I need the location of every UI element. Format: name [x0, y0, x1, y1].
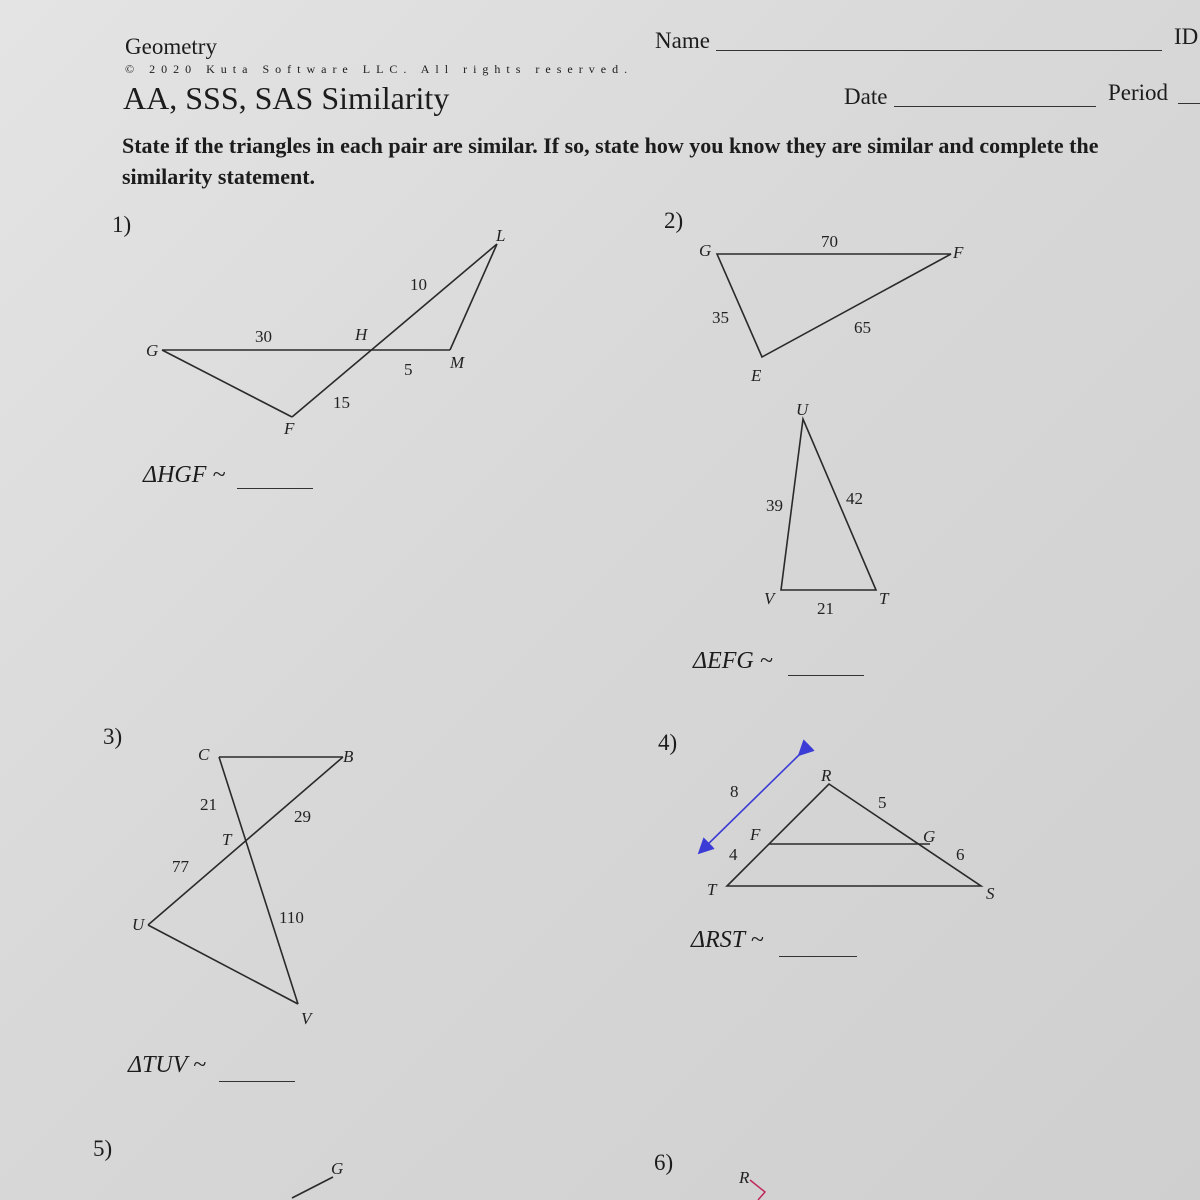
- p4-vertex-g: G: [923, 827, 936, 846]
- p6-vertex-r: R: [739, 1168, 750, 1187]
- date-label: Date: [844, 84, 888, 109]
- p1-segment-fl: [292, 244, 497, 417]
- p3-vertex-b: B: [343, 747, 354, 766]
- p4-side-5: 5: [878, 793, 887, 812]
- p3-side-21: 21: [200, 795, 217, 814]
- problem-2-statement: ΔEFG ~: [693, 648, 773, 674]
- p1-vertex-m: M: [450, 353, 465, 372]
- p4-side-8: 8: [730, 782, 739, 801]
- problem-3-number: 3): [103, 724, 123, 749]
- p4-vertex-r: R: [821, 766, 832, 785]
- p1-side-30: 30: [255, 327, 272, 346]
- p3-vertex-c: C: [198, 745, 210, 764]
- p3-side-110: 110: [279, 908, 304, 927]
- p2-side-70: 70: [821, 232, 838, 251]
- period-label: Period: [1108, 80, 1169, 105]
- p1-vertex-f: F: [284, 419, 295, 438]
- p4-side-4: 4: [729, 845, 738, 864]
- problem-1-number: 1): [112, 212, 132, 237]
- p2-vertex-f: F: [953, 243, 964, 262]
- p3-segment-bu: [148, 757, 343, 925]
- p4-vertex-t: T: [707, 880, 717, 899]
- id-label: ID: [1174, 24, 1199, 49]
- p1-side-15: 15: [333, 393, 350, 412]
- p3-vertex-v: V: [301, 1009, 312, 1028]
- p4-triangle-rst: [727, 784, 981, 886]
- p2-vertex-e: E: [751, 366, 762, 385]
- copyright-notice: © 2020 Kuta Software LLC. All rights reserved.: [125, 62, 634, 76]
- p1-vertex-h: H: [355, 325, 368, 344]
- p3-side-29: 29: [294, 807, 311, 826]
- problem-4-statement: ΔRST ~: [691, 927, 764, 953]
- course-title: Geometry: [125, 34, 217, 59]
- p4-vertex-s: S: [986, 884, 995, 903]
- p3-segment-uv: [148, 925, 298, 1004]
- problem-5-number: 5): [93, 1136, 113, 1161]
- p2-vertex-u: U: [796, 400, 809, 419]
- p6-partial-mark: [750, 1180, 765, 1200]
- problem-1-statement: ΔHGF ~: [143, 462, 226, 488]
- p3-segment-cv: [219, 757, 298, 1004]
- p1-side-5: 5: [404, 360, 413, 379]
- problem-6-number: 6): [654, 1150, 674, 1175]
- p2-side-21: 21: [817, 599, 834, 618]
- p3-side-77: 77: [172, 857, 189, 876]
- p3-vertex-u: U: [132, 915, 145, 934]
- p1-segment-ml: [450, 244, 497, 350]
- p2-vertex-t: T: [879, 589, 889, 608]
- instructions: State if the triangles in each pair are similar. If so, state how you know they are similar and complete the similarity statement.: [122, 133, 1099, 189]
- p2-vertex-g: G: [699, 241, 712, 260]
- problem-4-number: 4): [658, 730, 678, 755]
- p2-side-35: 35: [712, 308, 729, 327]
- name-label: Name: [655, 28, 710, 53]
- p1-segment-gf: [162, 350, 292, 417]
- p3-vertex-t: T: [222, 830, 232, 849]
- p4-side-6: 6: [956, 845, 965, 864]
- p2-triangle-efg: [717, 254, 951, 357]
- p1-side-10: 10: [410, 275, 427, 294]
- p2-vertex-v: V: [764, 589, 775, 608]
- p5-vertex-g: G: [331, 1159, 344, 1178]
- problem-3-statement: ΔTUV ~: [128, 1052, 206, 1078]
- problem-2-number: 2): [664, 208, 684, 233]
- p1-vertex-g: G: [146, 341, 159, 360]
- p2-side-39: 39: [766, 496, 783, 515]
- p4-vertex-f: F: [750, 825, 761, 844]
- p2-side-42: 42: [846, 489, 863, 508]
- p1-vertex-l: L: [496, 226, 506, 245]
- p2-side-65: 65: [854, 318, 871, 337]
- worksheet-title: AA, SSS, SAS Similarity: [123, 80, 450, 116]
- p5-partial-segment: [292, 1177, 333, 1198]
